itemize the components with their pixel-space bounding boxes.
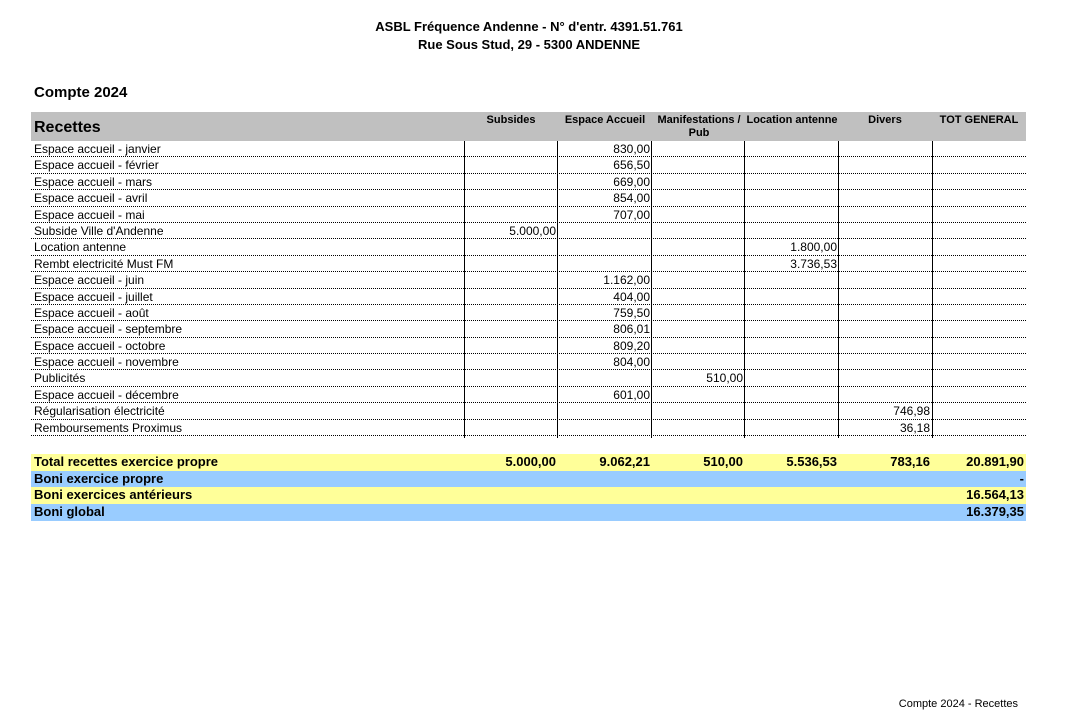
column-divider <box>932 141 933 438</box>
row-label: Espace accueil - septembre <box>34 322 183 337</box>
row-label: Espace accueil - mai <box>34 207 145 222</box>
row-label: Espace accueil - juin <box>34 273 145 288</box>
column-header-subsides: Subsides <box>486 114 536 126</box>
row-cell: 830,00 <box>613 142 650 156</box>
row-cell: 746,98 <box>893 404 930 419</box>
column-divider <box>838 141 839 438</box>
row-label: Espace accueil - août <box>34 305 149 320</box>
row-cell: 759,50 <box>613 305 650 320</box>
total-general: 20.891,90 <box>966 454 1024 469</box>
organization-address: Rue Sous Stud, 29 - 5300 ANDENNE <box>417 37 640 52</box>
row-cell: 1.800,00 <box>790 240 837 255</box>
column-divider <box>651 141 652 438</box>
row-cell: 809,20 <box>613 338 650 353</box>
boni-exercice-label: Boni exercice propre <box>34 471 164 486</box>
recettes-table <box>31 112 1026 436</box>
table-row <box>31 403 1026 419</box>
table-row <box>31 207 1026 223</box>
boni-exercice-propre-row <box>31 471 1026 488</box>
table-row <box>31 272 1026 288</box>
row-label: Espace accueil - mars <box>34 174 153 189</box>
column-divider <box>744 141 745 438</box>
table-row <box>31 223 1026 239</box>
row-cell: 854,00 <box>613 191 650 206</box>
column-header-divers: Divers <box>868 114 902 126</box>
table-row <box>31 370 1026 386</box>
row-label: Publicités <box>34 371 86 386</box>
total-manifestations: 510,00 <box>703 454 743 469</box>
table-body <box>31 141 1026 436</box>
total-divers: 783,16 <box>890 454 930 469</box>
total-recettes-row <box>31 454 1026 471</box>
row-label: Remboursements Proximus <box>34 420 183 435</box>
table-row <box>31 141 1026 157</box>
row-label: Rembt electricité Must FM <box>34 256 174 271</box>
row-cell: 5.000,00 <box>509 223 556 238</box>
boni-anterieurs-label: Boni exercices antérieurs <box>34 487 193 502</box>
column-header-manifestations: Manifestations / Pub <box>657 114 741 139</box>
row-cell: 656,50 <box>613 158 650 173</box>
table-row <box>31 387 1026 403</box>
boni-anterieurs-value: 16.564,13 <box>966 487 1024 502</box>
section-title: Recettes <box>34 119 101 136</box>
table-row <box>31 289 1026 305</box>
row-cell: 806,01 <box>613 322 650 337</box>
row-cell: 3.736,53 <box>790 256 837 271</box>
table-row <box>31 239 1026 255</box>
organization-name: ASBL Fréquence Andenne - N° d'entr. 4391.51.761 <box>375 19 683 34</box>
row-cell: 510,00 <box>706 371 743 386</box>
row-label: Espace accueil - avril <box>34 191 148 206</box>
column-divider <box>464 141 465 438</box>
table-header-row <box>31 112 1026 141</box>
boni-anterieurs-row <box>31 487 1026 504</box>
boni-global-label: Boni global <box>34 504 105 519</box>
row-label: Location antenne <box>34 240 127 255</box>
table-row <box>31 174 1026 190</box>
table-row <box>31 354 1026 370</box>
row-label: Espace accueil - octobre <box>34 338 166 353</box>
row-cell: 804,00 <box>613 355 650 370</box>
total-espace-accueil: 9.062,21 <box>599 454 650 469</box>
column-header-tot-general: TOT GENERAL <box>939 114 1019 126</box>
organization-header <box>0 18 1058 54</box>
boni-global-row <box>31 504 1026 521</box>
row-label: Espace accueil - février <box>34 158 159 173</box>
column-header-espace-accueil: Espace Accueil <box>564 114 646 126</box>
row-label: Espace accueil - novembre <box>34 355 179 370</box>
row-cell: 669,00 <box>613 174 650 189</box>
row-label: Espace accueil - décembre <box>34 387 179 402</box>
table-row <box>31 157 1026 173</box>
table-row <box>31 321 1026 337</box>
row-label: Régularisation électricité <box>34 404 165 419</box>
row-cell: 601,00 <box>613 387 650 402</box>
boni-global-value: 16.379,35 <box>966 504 1024 519</box>
page-footer: Compte 2024 - Recettes <box>898 698 1018 710</box>
row-cell: 707,00 <box>613 207 650 222</box>
row-label: Espace accueil - juillet <box>34 289 153 304</box>
column-header-location-antenne: Location antenne <box>746 114 838 126</box>
row-cell: 404,00 <box>613 289 650 304</box>
total-recettes-label: Total recettes exercice propre <box>34 454 219 469</box>
row-cell: 1.162,00 <box>603 273 650 288</box>
document-title: Compte 2024 <box>34 84 128 101</box>
boni-exercice-value: - <box>1019 471 1024 486</box>
table-row <box>31 256 1026 272</box>
column-divider <box>557 141 558 438</box>
row-label: Subside Ville d'Andenne <box>34 223 164 238</box>
row-cell: 36,18 <box>899 420 930 435</box>
row-label: Espace accueil - janvier <box>34 142 161 156</box>
table-row <box>31 420 1026 436</box>
table-row <box>31 338 1026 354</box>
total-subsides: 5.000,00 <box>505 454 556 469</box>
table-row <box>31 305 1026 321</box>
total-location-antenne: 5.536,53 <box>786 454 837 469</box>
table-row <box>31 190 1026 206</box>
